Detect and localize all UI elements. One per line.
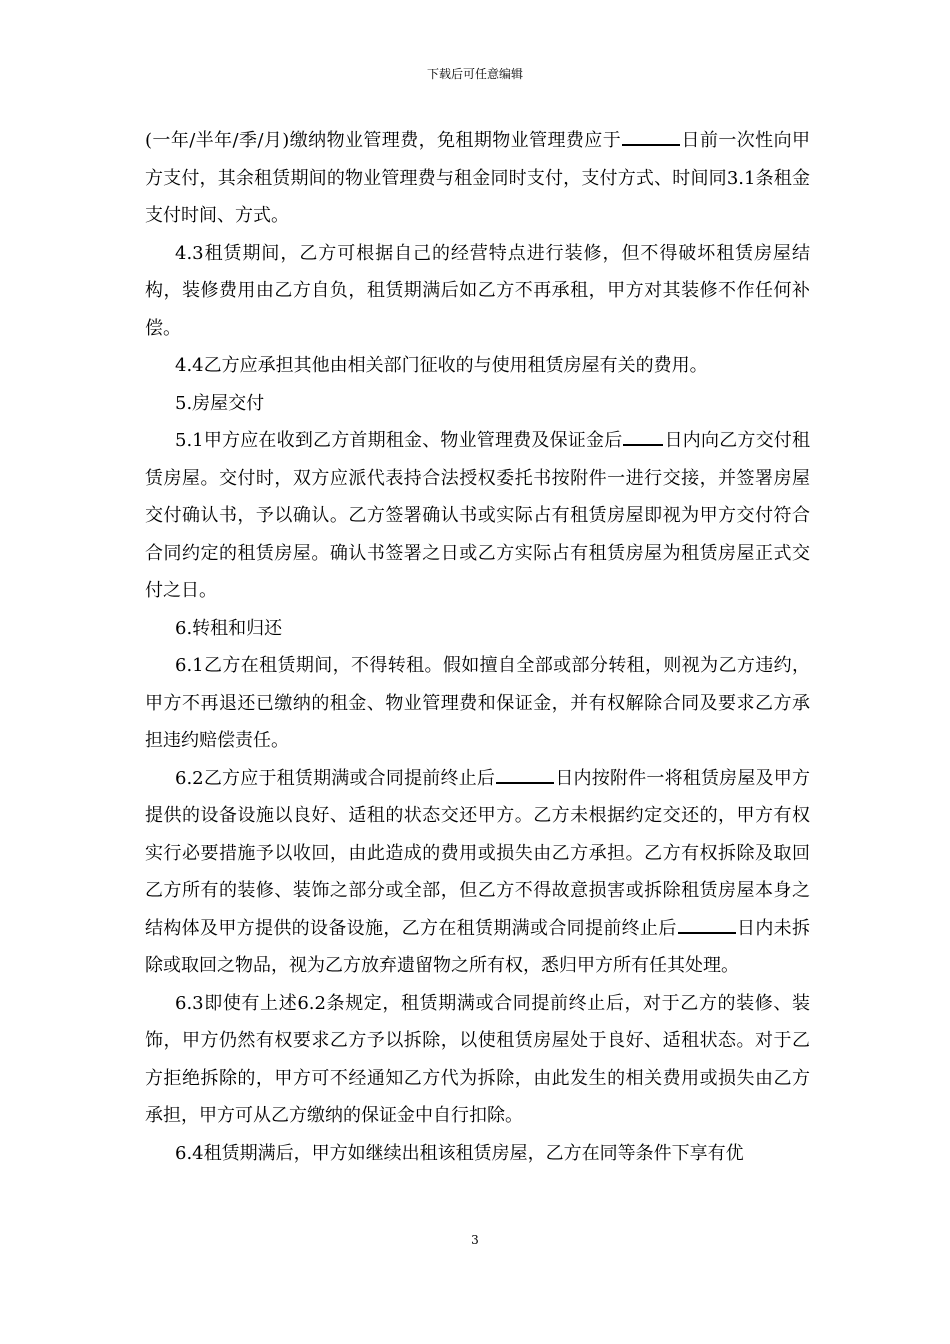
text-segment: 日内向乙方交付租赁房屋。交付时，双方应派代表持合法授权委托书按附件一进行交接，并签署房屋交付确认书，予以确认。乙方签署确认书或实际占有租赁房屋即视为甲方交付符合合同约定的租赁房屋。确认书签署之日或乙方实际占有租赁房屋为租赁房屋正式交付之日。 [145,430,810,601]
page-header: 下载后可任意编辑 [426,67,523,81]
paragraph-6-4: 6.4租赁期满后，甲方如继续出租该租赁房屋，乙方在同等条件下享有优 [175,1142,744,1164]
page-number: 3 [471,1233,479,1247]
document-body [145,122,810,1172]
text-segment: (一年/半年/季/月)缴纳物业管理费，免租期物业管理费应于 [145,130,622,151]
paragraph-4-3: 4.3租赁期间，乙方可根据自己的经营特点进行装修，但不得破坏租赁房屋结构，装修费用由乙方自负，租赁期满后如乙方不再承租，甲方对其装修不作任何补偿。 [145,242,810,339]
text-segment: 6.2乙方应于租赁期满或合同提前终止后 [175,767,496,789]
fill-in-blank [623,424,663,446]
paragraph-5-1 [145,422,810,610]
section-heading-5: 5.房屋交付 [175,392,265,414]
paragraph-4-2-continued [145,122,810,235]
fill-in-blank [622,124,680,146]
fill-in-blank [496,762,554,784]
section-heading-6: 6.转租和归还 [175,617,283,639]
text-segment: 5.1甲方应在收到乙方首期租金、物业管理费及保证金后 [175,430,623,451]
text-segment: 日前一次性向甲方支付，其余租赁期间的物业管理费与租金同时支付，支付方式、时间同3.1条租金支付时间、方式。 [145,130,810,226]
text-segment: 日内按附件一将租赁房屋及甲方提供的设备设施以良好、适租的状态交还甲方。乙方未根据约定交还的，甲方有权实行必要措施予以收回，由此造成的费用或损失由乙方承担。乙方有权拆除及取回乙方所有的装修、装饰之部分或全部，但乙方不得故意损害或拆除租赁房屋本身之结构体及甲方提供的设备设施，乙方在租赁期满或合同提前终止后 [145,767,811,939]
paragraph-6-2 [145,760,810,985]
paragraph-6-3: 6.3即使有上述6.2条规定，租赁期满或合同提前终止后，对于乙方的装修、装饰，甲方仍然有权要求乙方予以拆除，以使租赁房屋处于良好、适租状态。对于乙方拒绝拆除的，甲方可不经通知乙方代为拆除，由此发生的相关费用或损失由乙方承担，甲方可从乙方缴纳的保证金中自行扣除。 [145,992,810,1126]
paragraph-6-1: 6.1乙方在租赁期间，不得转租。假如擅自全部或部分转租，则视为乙方违约，甲方不再退还已缴纳的租金、物业管理费和保证金，并有权解除合同及要求乙方承担违约赔偿责任。 [145,655,810,751]
paragraph-4-4: 4.4乙方应承担其他由相关部门征收的与使用租赁房屋有关的费用。 [175,355,708,376]
text-segment: 日内未拆除或取回之物品，视为乙方放弃遗留物之所有权，悉归甲方所有任其处理。 [145,917,811,976]
fill-in-blank [678,912,736,934]
